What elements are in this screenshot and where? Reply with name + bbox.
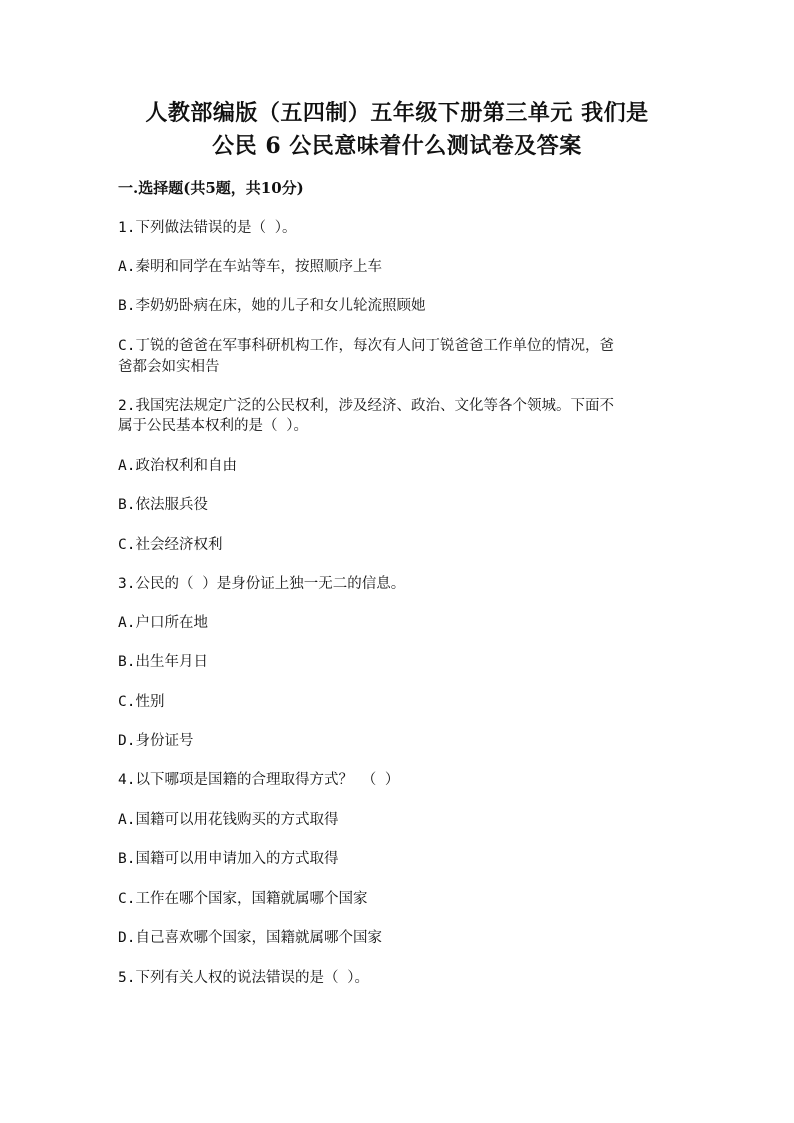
question-3-option-c: C.性别 bbox=[118, 694, 165, 710]
question-2-option-a: A.政治权利和自由 bbox=[118, 458, 237, 474]
question-2-stem-line-1: 2.我国宪法规定广泛的公民权利，涉及经济、政治、文化等各个领城。下面不 bbox=[118, 398, 614, 414]
question-1-option-c-line-2: 爸都会如实相告 bbox=[118, 359, 220, 375]
question-2-option-b: B.依法服兵役 bbox=[118, 497, 208, 513]
document-title-line-1: 人教部编版（五四制）五年级下册第三单元 我们是 bbox=[145, 100, 649, 126]
question-2-stem-line-2: 属于公民基本权利的是（ ）。 bbox=[118, 418, 308, 434]
question-1-option-b: B.李奶奶卧病在床，她的儿子和女儿轮流照顾她 bbox=[118, 298, 426, 314]
question-3-option-d: D.身份证号 bbox=[118, 733, 194, 749]
question-3-option-b: B.出生年月日 bbox=[118, 654, 208, 670]
question-1-option-c-line-1: C.丁锐的爸爸在军事科研机构工作，每次有人问丁锐爸爸工作单位的情况，爸 bbox=[118, 338, 614, 354]
question-4-option-b: B.国籍可以用申请加入的方式取得 bbox=[118, 851, 339, 867]
question-3-stem: 3.公民的（ ）是身份证上独一无二的信息。 bbox=[118, 576, 406, 592]
question-1-stem: 1.下列做法错误的是（ ）。 bbox=[118, 220, 297, 236]
question-4-option-a: A.国籍可以用花钱购买的方式取得 bbox=[118, 812, 339, 828]
document-title-line-2: 公民 6 公民意味着什么测试卷及答案 bbox=[212, 133, 582, 159]
question-5-stem: 5.下列有关人权的说法错误的是（ ）。 bbox=[118, 970, 369, 986]
question-2-option-c: C.社会经济权利 bbox=[118, 537, 223, 553]
question-4-stem: 4.以下哪项是国籍的合理取得方式？ （ ） bbox=[118, 772, 400, 788]
question-4-option-d: D.自己喜欢哪个国家，国籍就属哪个国家 bbox=[118, 930, 382, 946]
question-1-option-a: A.秦明和同学在车站等车，按照顺序上车 bbox=[118, 259, 382, 275]
question-3-option-a: A.户口所在地 bbox=[118, 615, 208, 631]
question-4-option-c: C.工作在哪个国家，国籍就属哪个国家 bbox=[118, 891, 368, 907]
section-heading: 一.选择题(共5题，共10分) bbox=[118, 179, 304, 197]
